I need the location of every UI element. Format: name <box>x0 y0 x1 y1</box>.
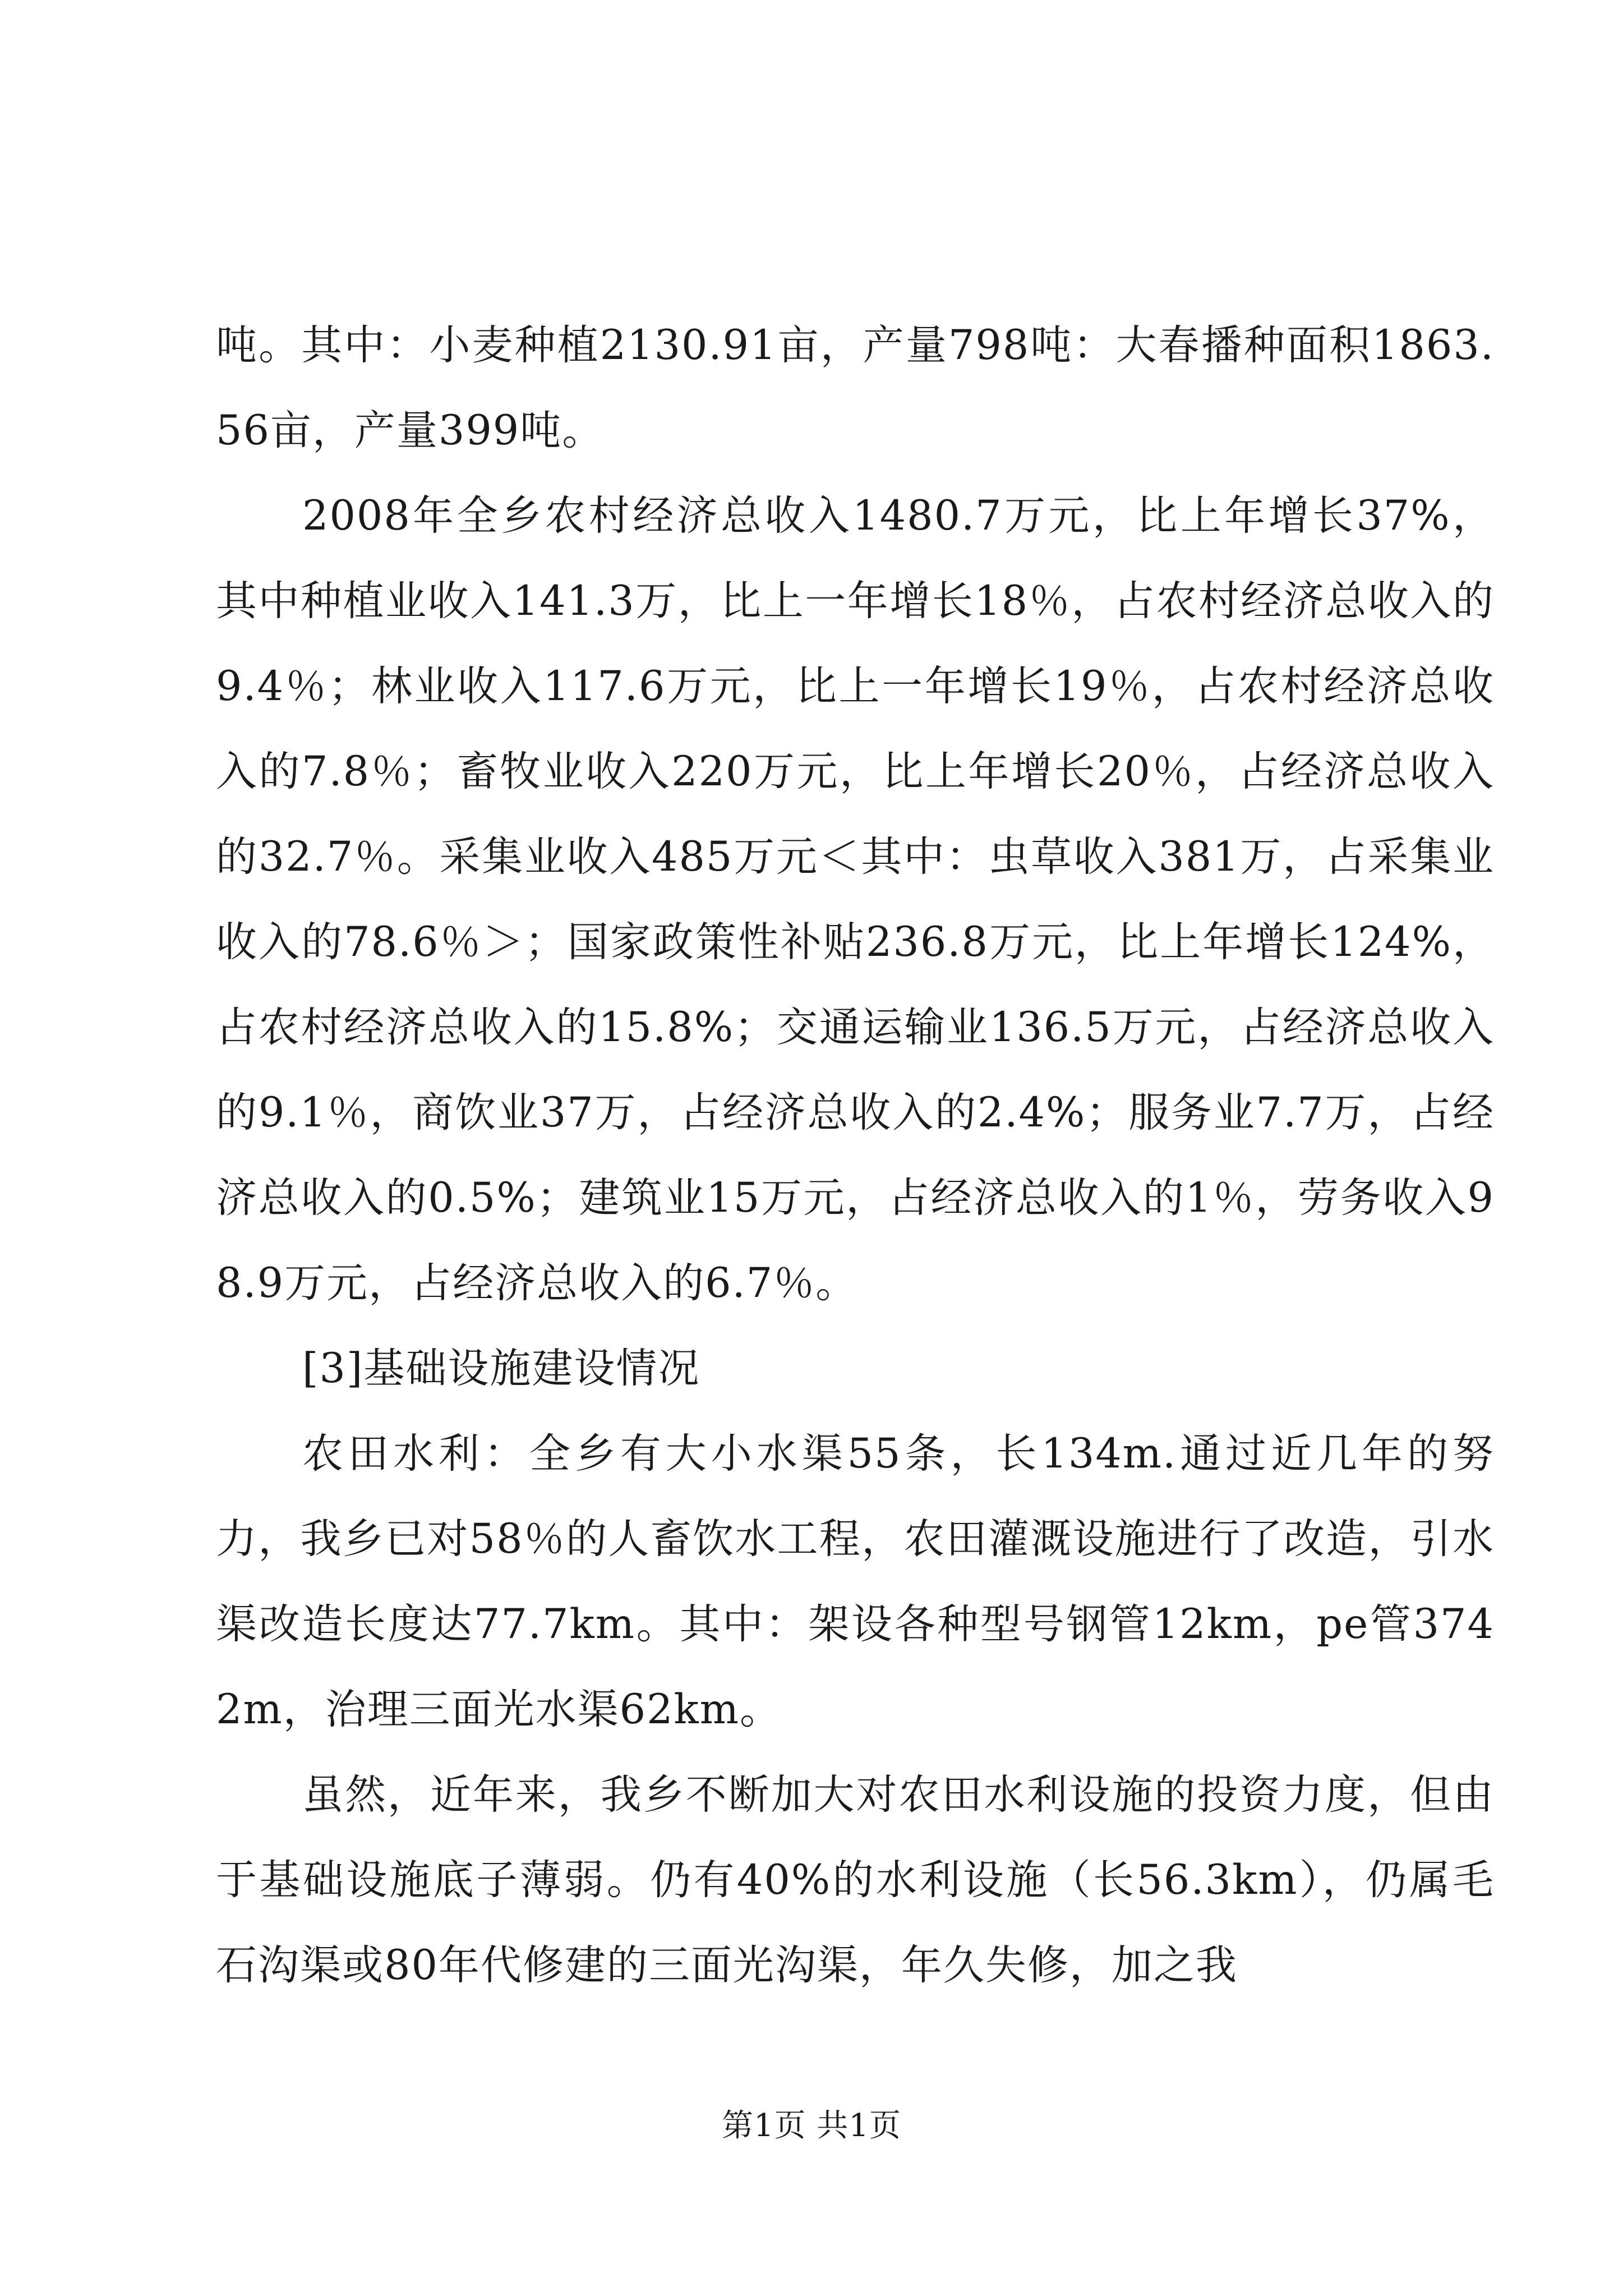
document-body <box>216 303 1495 2008</box>
paragraph-irrigation: 农田水利：全乡有大小水渠55条，长134m.通过近几年的努力，我乡已对58％的人畜饮水工程，农田灌溉设施进行了改造，引水渠改造长度达77.7km。其中：架设各种型号钢管12km，pe管3742m，治理三面光水渠62km。 <box>216 1430 1495 1733</box>
paragraph-economic-income: 2008年全乡农村经济总收入1480.7万元，比上年增长37%，其中种植业收入141.3万，比上一年增长18％，占农村经济总收入的9.4％；林业收入117.6万元，比上一年增长19％，占农村经济总收入的7.8％；畜牧业收入220万元，比上年增长20％，占经济总收入的32.7％。采集业收入485万元＜其中：虫草收入381万，占采集业收入的78.6％＞；国家政策性补贴236.8万元，比上年增长124%，占农村经济总收入的15.8%；交通运输业136.5万元，占经济总收入的9.1％，商饮业37万，占经济总收入的2.4%；服务业7.7万，占经济总收入的0.5%；建筑业15万元，占经济总收入的1％，劳务收入98.9万元，占经济总收入的6.7％。 <box>216 492 1495 1307</box>
paragraph-irrigation-issues: 虽然，近年来，我乡不断加大对农田水利设施的投资力度，但由于基础设施底子薄弱。仍有40%的水利设施（长56.3km），仍属毛石沟渠或80年代修建的三面光沟渠，年久失修，加之我 <box>216 1771 1495 1989</box>
section-heading-infrastructure: [3]基础设施建设情况 <box>302 1345 700 1392</box>
page-footer: 第1页 共1页 <box>721 2108 902 2144</box>
paragraph-grain-output: 吨。其中：小麦种植2130.91亩，产量798吨：大春播种面积1863.56亩，产量399吨。 <box>216 321 1495 454</box>
